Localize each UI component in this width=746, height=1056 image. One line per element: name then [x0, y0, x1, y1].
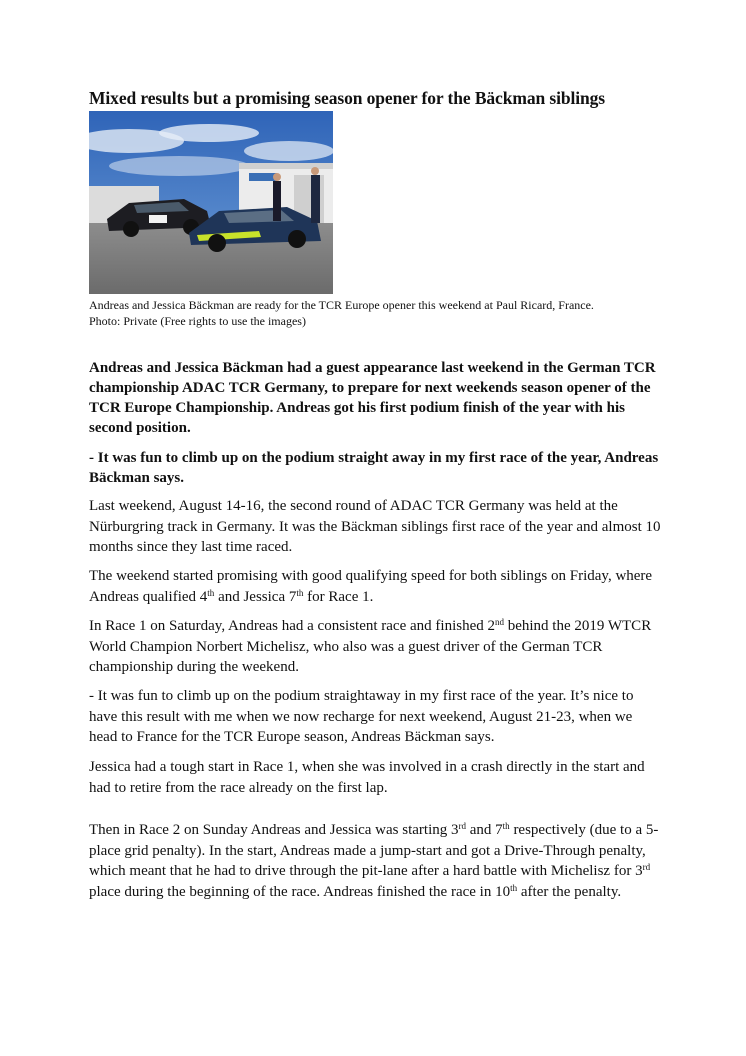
paragraph-4: - It was fun to climb up on the podium straightaway in my first race of the year. It’s nice to have this result with me when we now recharge for next weekend, August 21-23, when we head to France for the TCR Europe season, Andreas Bäckman says.: [89, 688, 634, 745]
photo-credit: Photo: Private (Free rights to use the images): [89, 314, 306, 328]
article-title: Mixed results but a promising season opener for the Bäckman siblings: [89, 88, 605, 108]
paragraph-5: Jessica had a tough start in Race 1, when she was involved in a crash directly in the start and had to retire from the race already on the first lap.: [89, 759, 645, 796]
caption-text: Andreas and Jessica Bäckman are ready for the TCR Europe opener this weekend at Paul Ricard, France.: [89, 298, 594, 312]
article-photo: [89, 111, 333, 294]
paragraph-1: Last weekend, August 14-16, the second round of ADAC TCR Germany was held at the Nürburgring track in Germany. It was the Bäckman siblings first race of the year and almost 10 months since they last time raced.: [89, 498, 661, 555]
paragraph-6: Then in Race 2 on Sunday Andreas and Jessica was starting 3rd and 7th respectively (due to a 5-place grid penalty). In the start, Andreas made a jump-start and got a Drive-Through penalty, which meant that he had to drive through the pit-lane after a hard battle with Michelisz for 3rd place during the beginning of the race. Andreas finished the race in 10th after the penalty.: [89, 821, 659, 900]
photo-caption: [89, 297, 649, 329]
paragraph-3: In Race 1 on Saturday, Andreas had a consistent race and finished 2nd behind the 2019 WTCR World Champion Norbert Michelisz, who also was a guest driver of the German TCR championship during the weekend.: [89, 617, 652, 675]
paragraph-2: The weekend started promising with good qualifying speed for both siblings on Friday, where Andreas qualified 4th and Jessica 7th for Race 1.: [89, 568, 653, 605]
lead-quote: - It was fun to climb up on the podium straight away in my first race of the year, Andreas Bäckman says.: [89, 450, 659, 486]
lead-paragraph: Andreas and Jessica Bäckman had a guest appearance last weekend in the German TCR championship ADAC TCR Germany, to prepare for next weekends season opener of the TCR Europe Championship. Andreas got his first podium finish of the year with his second position.: [89, 360, 656, 436]
race-cars-photo: [89, 111, 333, 294]
